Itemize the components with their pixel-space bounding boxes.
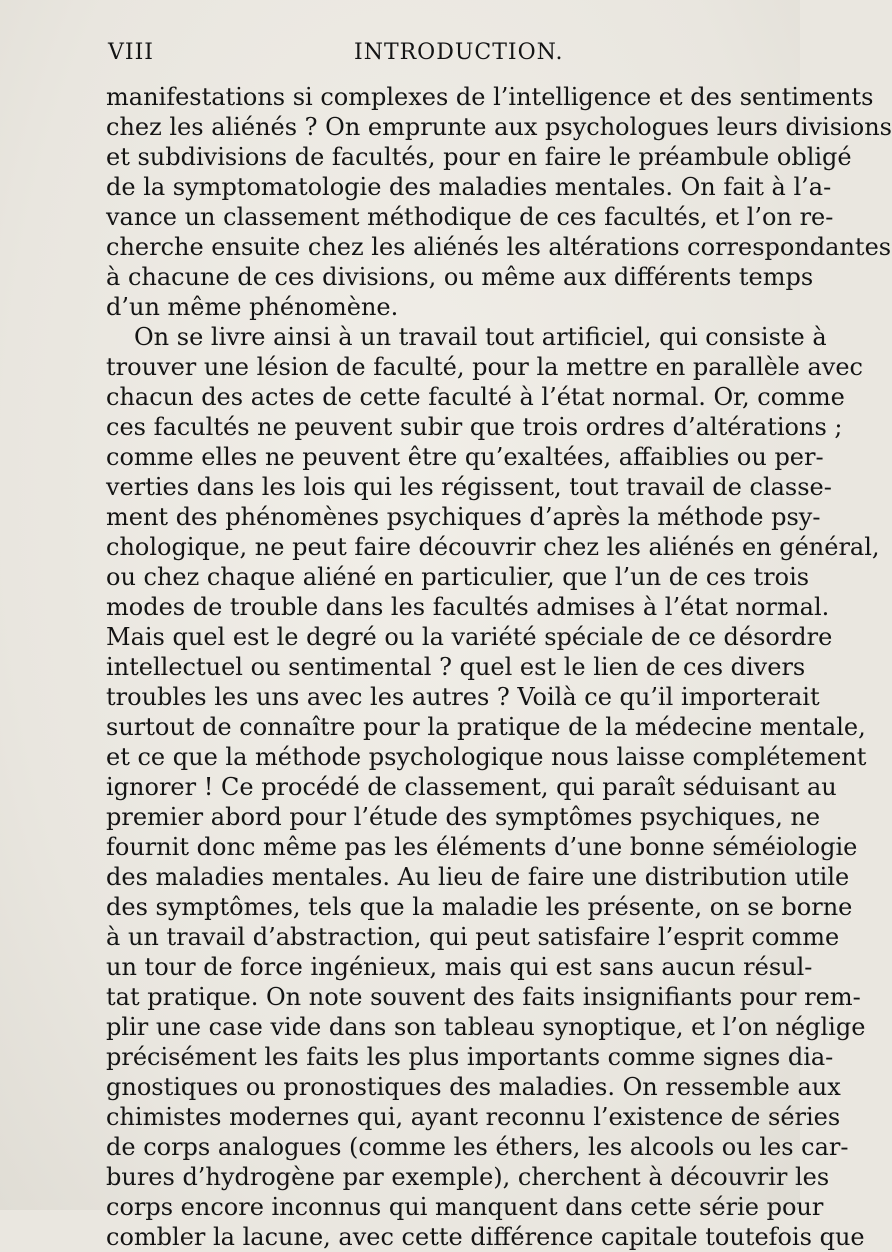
text-line: comme elles ne peuvent être qu’exaltées, affaiblies ou per- (106, 443, 824, 471)
text-line: des symptômes, tels que la maladie les présente, on se borne (106, 893, 853, 921)
text-line: manifestations si complexes de l’intelligence et des sentiments (106, 83, 874, 111)
text-line: plir une case vide dans son tableau synoptique, et l’on néglige (106, 1013, 866, 1041)
text-line: ou chez chaque aliéné en particulier, que l’un de ces trois (106, 563, 810, 591)
text-line: corps encore inconnus qui manquent dans cette série pour (106, 1193, 824, 1221)
running-title: INTRODUCTION. (354, 40, 564, 65)
text-line: de la symptomatologie des maladies mentales. On fait à l’a- (106, 173, 832, 201)
text-line: des maladies mentales. Au lieu de faire une distribution utile (106, 863, 850, 891)
text-line: cherche ensuite chez les aliénés les altérations correspondantes (106, 233, 892, 261)
text-line: un tour de force ingénieux, mais qui est sans aucun résul- (106, 953, 813, 981)
text-line: et subdivisions de facultés, pour en faire le préambule obligé (106, 143, 852, 171)
text-line: de corps analogues (comme les éthers, les alcools ou les car- (106, 1133, 849, 1161)
text-line: Mais quel est le degré ou la variété spéciale de ce désordre (106, 623, 833, 651)
text-line: combler la lacune, avec cette différence capitale toutefois que (106, 1223, 865, 1251)
text-line: ignorer ! Ce procédé de classement, qui paraît séduisant au (106, 773, 837, 801)
text-line: fournit donc même pas les éléments d’une bonne séméiologie (106, 833, 858, 861)
text-line: chez les aliénés ? On emprunte aux psychologues leurs divisions (106, 113, 892, 141)
text-line: gnostiques ou pronostiques des maladies. On ressemble aux (106, 1073, 841, 1101)
text-line: chimistes modernes qui, ayant reconnu l’existence de séries (106, 1103, 841, 1131)
text-line: premier abord pour l’étude des symptômes psychiques, ne (106, 803, 821, 831)
text-line: troubles les uns avec les autres ? Voilà ce qu’il importerait (106, 683, 820, 711)
text-line: ces facultés ne peuvent subir que trois ordres d’altérations ; (106, 413, 843, 441)
text-line: tat pratique. On note souvent des faits insignifiants pour rem- (106, 983, 861, 1011)
text-line: ment des phénomènes psychiques d’après la méthode psy- (106, 503, 821, 531)
page-number: VIII (108, 40, 154, 65)
text-line: et ce que la méthode psychologique nous laisse complétement (106, 743, 867, 771)
text-line: vance un classement méthodique de ces facultés, et l’on re- (106, 203, 834, 231)
text-line: trouver une lésion de faculté, pour la mettre en parallèle avec (106, 353, 863, 381)
text-line: modes de trouble dans les facultés admises à l’état normal. (106, 593, 830, 621)
text-line: verties dans les lois qui les régissent, tout travail de classe- (106, 473, 832, 501)
text-line: à chacune de ces divisions, ou même aux différents temps (106, 263, 814, 291)
text-line: chacun des actes de cette faculté à l’état normal. Or, comme (106, 383, 845, 411)
text-line: bures d’hydrogène par exemple), cherchent à découvrir les (106, 1163, 830, 1191)
text-line: précisément les faits les plus importants comme signes dia- (106, 1043, 834, 1071)
body-text (106, 82, 892, 1252)
text-line: intellectuel ou sentimental ? quel est le lien de ces divers (106, 653, 806, 681)
text-line: surtout de connaître pour la pratique de la médecine mentale, (106, 713, 866, 741)
running-head (108, 40, 762, 70)
paragraph-end-line: d’un même phénomène. (106, 293, 399, 321)
text-line: à un travail d’abstraction, qui peut satisfaire l’esprit comme (106, 923, 840, 951)
text-line: chologique, ne peut faire découvrir chez les aliénés en général, (106, 533, 880, 561)
paragraph-start-line: On se livre ainsi à un travail tout artificiel, qui consiste à (134, 323, 827, 351)
